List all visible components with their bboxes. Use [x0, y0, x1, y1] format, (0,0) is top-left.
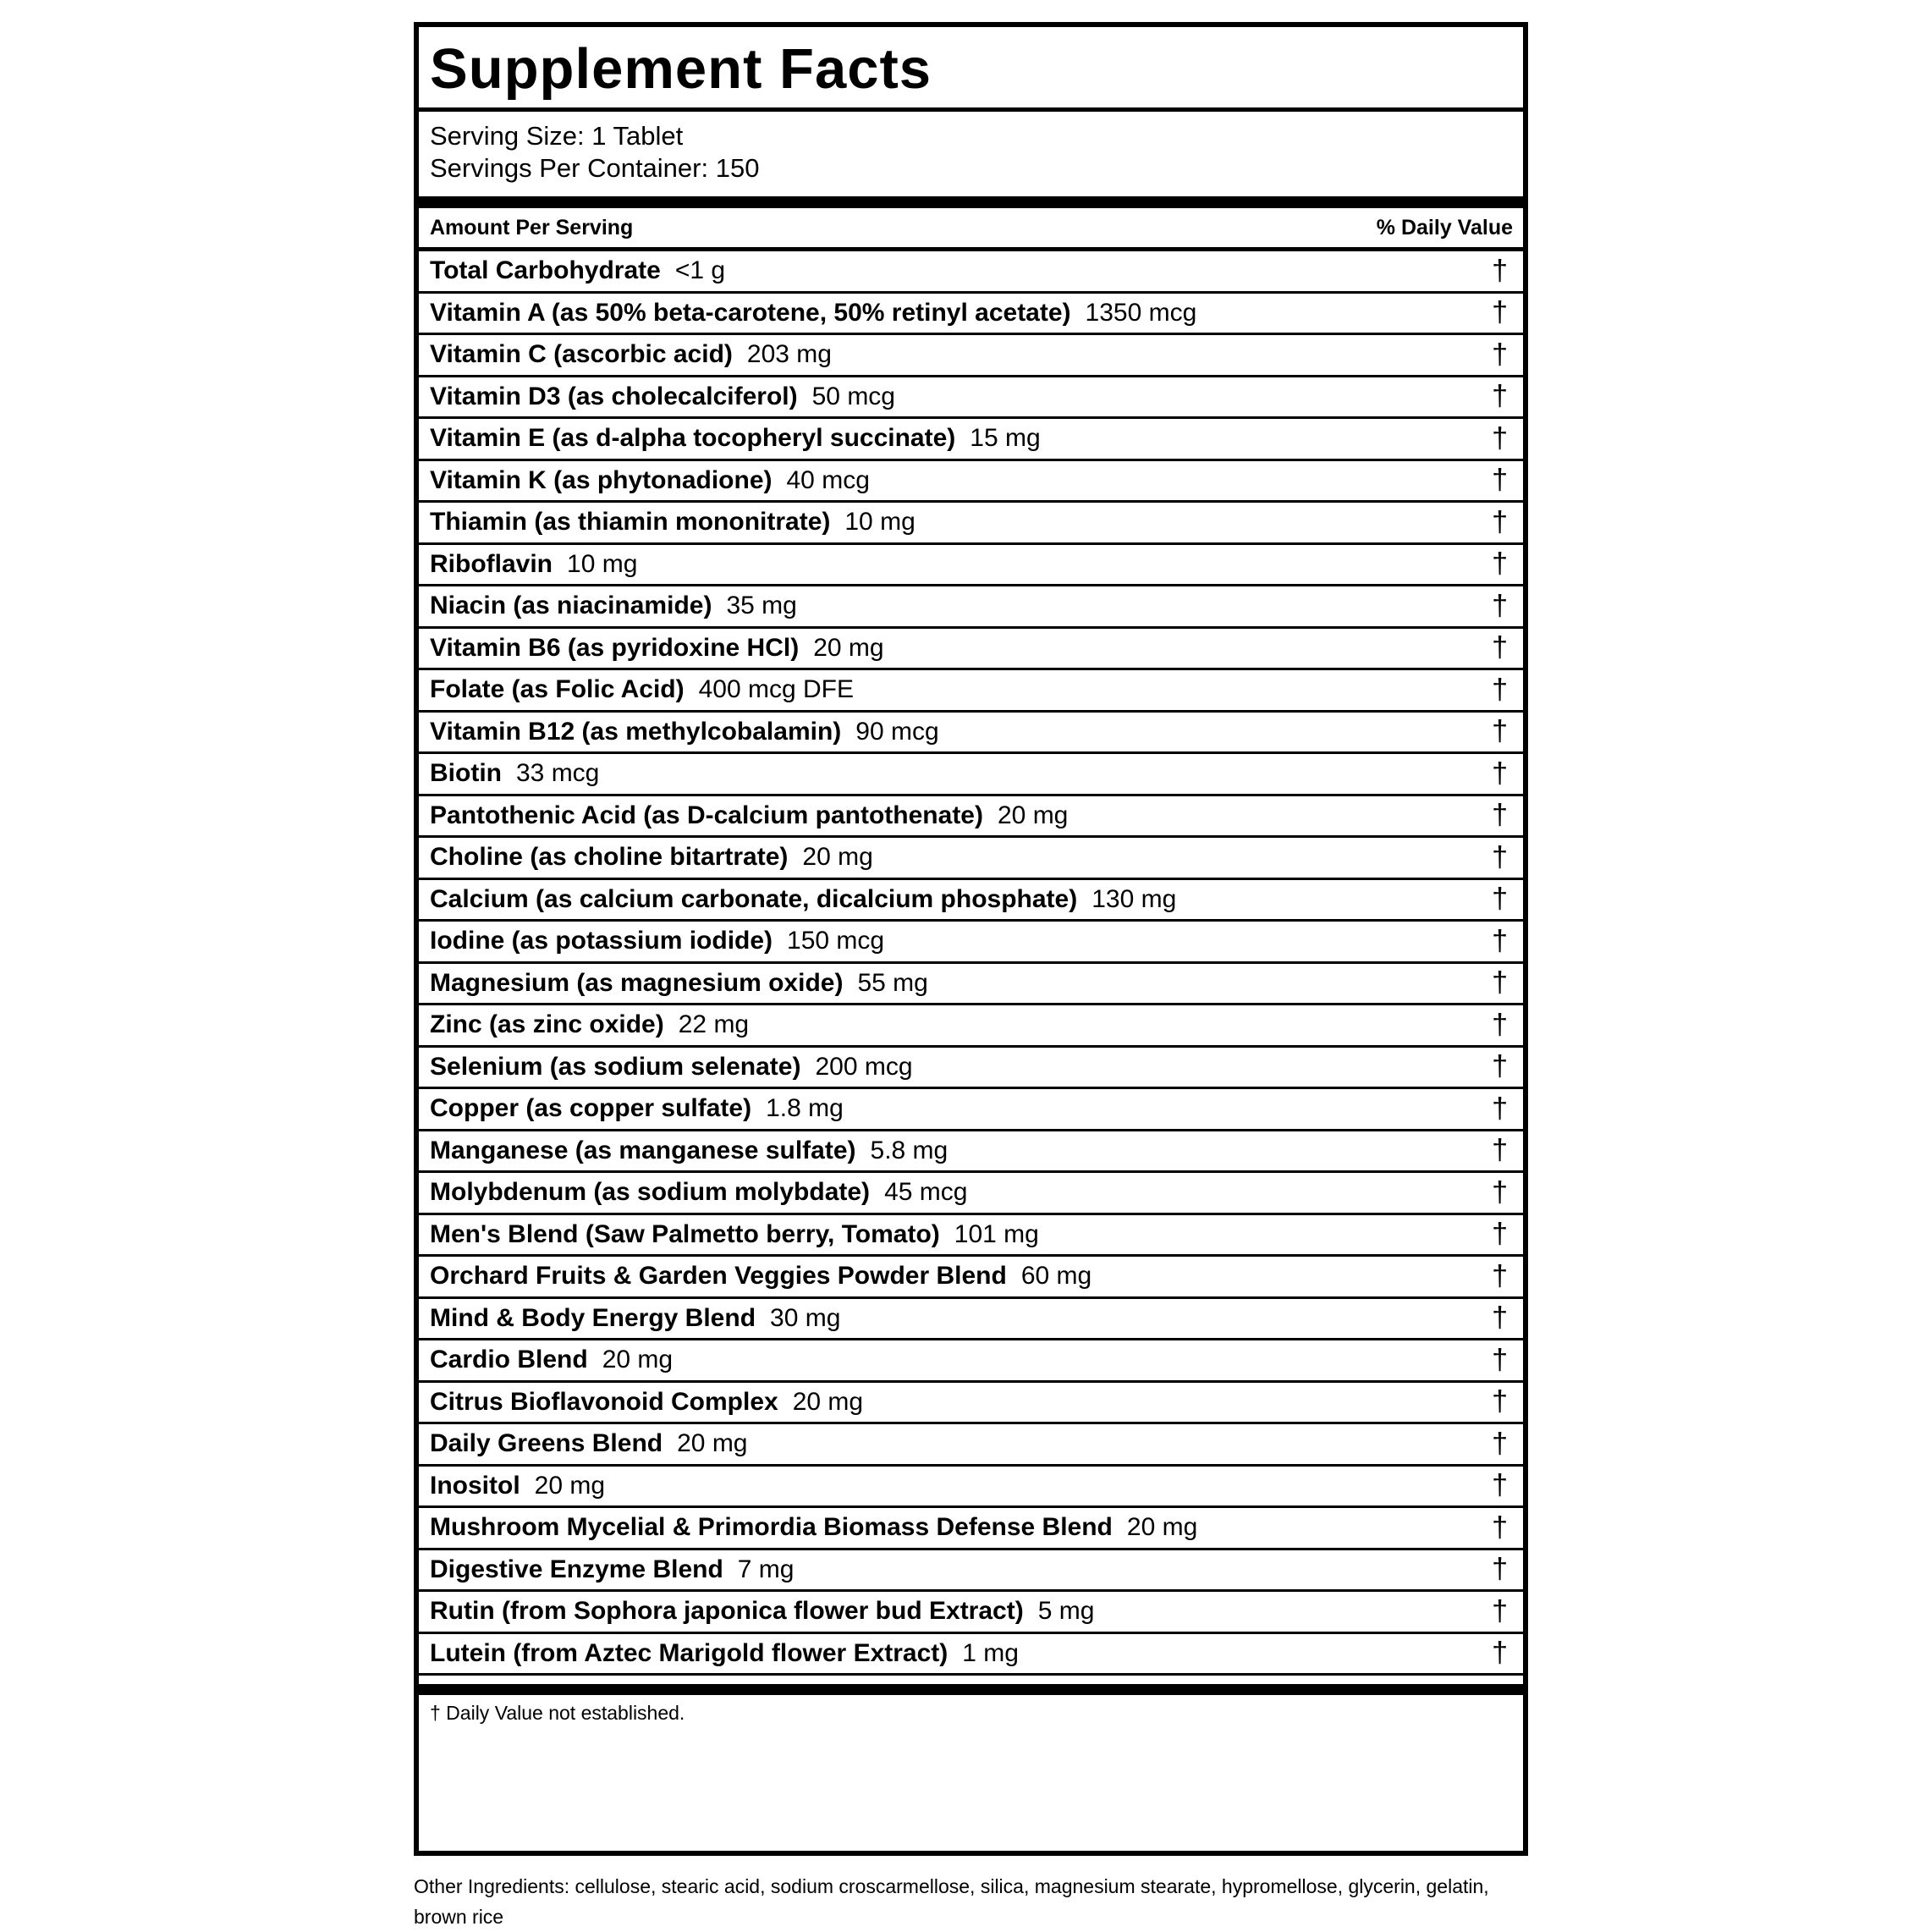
daily-value-dagger: † — [1492, 589, 1508, 622]
nutrient-name: Daily Greens Blend — [430, 1429, 663, 1458]
nutrient-amount: 20 mg — [997, 801, 1069, 829]
nutrient-row — [419, 1131, 1523, 1174]
daily-value-dagger: † — [1492, 1259, 1508, 1292]
nutrient-row — [419, 922, 1523, 964]
nutrient-rows — [419, 251, 1523, 1676]
nutrient-amount: 200 mcg — [815, 1052, 913, 1081]
nutrient-name: Riboflavin — [430, 549, 553, 578]
nutrient-row — [419, 964, 1523, 1006]
daily-value-dagger: † — [1492, 1218, 1508, 1251]
footer-divider — [419, 1684, 1523, 1695]
amount-per-serving-header: Amount Per Serving — [430, 215, 634, 239]
nutrient-amount: 20 mg — [677, 1429, 748, 1458]
nutrient-name: Mushroom Mycelial & Primordia Biomass Defense Blend — [430, 1513, 1113, 1542]
nutrient-row — [419, 545, 1523, 587]
nutrient-name: Vitamin C (ascorbic acid) — [430, 340, 733, 369]
daily-value-dagger: † — [1492, 799, 1508, 832]
nutrient-amount: 1350 mcg — [1085, 298, 1197, 327]
serving-size: Serving Size: 1 Tablet — [430, 121, 684, 151]
nutrient-amount: 10 mg — [567, 549, 638, 578]
daily-value-dagger: † — [1492, 1134, 1508, 1167]
daily-value-dagger: † — [1492, 1553, 1508, 1586]
daily-value-dagger: † — [1492, 840, 1508, 873]
nutrient-name: Vitamin B12 (as methylcobalamin) — [430, 717, 842, 746]
nutrient-amount: 30 mg — [770, 1303, 841, 1332]
spacer — [419, 1676, 1523, 1684]
other-ingredients: Other Ingredients: cellulose, stearic acid, sodium croscarmellose, silica, magnesium stearate, hypromellose, glycerin, gelatin, brown rice — [414, 1875, 1489, 1928]
nutrient-name: Folate (as Folic Acid) — [430, 675, 685, 704]
nutrient-amount: 10 mg — [844, 508, 916, 537]
daily-value-dagger: † — [1492, 1302, 1508, 1335]
nutrient-amount: 20 mg — [792, 1387, 864, 1416]
nutrient-name: Zinc (as zinc oxide) — [430, 1010, 664, 1039]
nutrient-name: Lutein (from Aztec Marigold flower Extract) — [430, 1638, 949, 1667]
daily-value-header: % Daily Value — [1376, 215, 1513, 239]
nutrient-row — [419, 461, 1523, 504]
nutrient-row — [419, 1383, 1523, 1425]
thick-divider — [419, 196, 1523, 208]
footnote: † Daily Value not established. — [430, 1702, 685, 1724]
daily-value-dagger: † — [1492, 1008, 1508, 1041]
servings-per-container: Servings Per Container: 150 — [430, 153, 760, 183]
daily-value-dagger: † — [1492, 631, 1508, 664]
daily-value-dagger: † — [1492, 1385, 1508, 1418]
nutrient-name: Total Carbohydrate — [430, 256, 661, 285]
title-box — [419, 27, 1523, 112]
panel-title: Supplement Facts — [430, 37, 932, 101]
nutrient-row — [419, 1508, 1523, 1550]
nutrient-amount: 1 mg — [962, 1638, 1019, 1667]
nutrient-name: Rutin (from Sophora japonica flower bud Extract) — [430, 1597, 1024, 1626]
daily-value-dagger: † — [1492, 1594, 1508, 1627]
daily-value-dagger: † — [1492, 883, 1508, 916]
column-header-row — [419, 208, 1523, 251]
nutrient-row — [419, 670, 1523, 713]
nutrient-name: Men's Blend (Saw Palmetto berry, Tomato) — [430, 1219, 940, 1248]
nutrient-name: Copper (as copper sulfate) — [430, 1094, 752, 1123]
nutrient-amount: 7 mg — [737, 1555, 795, 1583]
daily-value-dagger: † — [1492, 464, 1508, 497]
nutrient-amount: 20 mg — [802, 843, 873, 872]
nutrient-name: Vitamin B6 (as pyridoxine HCl) — [430, 633, 800, 662]
nutrient-row — [419, 1299, 1523, 1341]
daily-value-dagger: † — [1492, 548, 1508, 581]
serving-info — [419, 112, 1523, 196]
nutrient-row — [419, 838, 1523, 880]
nutrient-name: Magnesium (as magnesium oxide) — [430, 968, 844, 997]
nutrient-row — [419, 796, 1523, 839]
daily-value-dagger: † — [1492, 715, 1508, 748]
nutrient-name: Calcium (as calcium carbonate, dicalcium phosphate) — [430, 884, 1078, 913]
nutrient-name: Digestive Enzyme Blend — [430, 1555, 723, 1583]
nutrient-name: Molybdenum (as sodium molybdate) — [430, 1178, 871, 1207]
nutrient-amount: 400 mcg DFE — [698, 675, 855, 704]
daily-value-dagger: † — [1492, 1175, 1508, 1208]
nutrient-name: Niacin (as niacinamide) — [430, 592, 712, 620]
supplement-facts-panel — [414, 22, 1528, 1856]
nutrient-row — [419, 1257, 1523, 1299]
nutrient-name: Mind & Body Energy Blend — [430, 1303, 756, 1332]
nutrient-name: Iodine (as potassium iodide) — [430, 927, 773, 955]
daily-value-dagger: † — [1492, 924, 1508, 957]
nutrient-name: Vitamin A (as 50% beta-carotene, 50% retinyl acetate) — [430, 298, 1071, 327]
nutrient-amount: 5.8 mg — [870, 1136, 949, 1164]
nutrient-row — [419, 1005, 1523, 1048]
nutrient-row — [419, 880, 1523, 922]
nutrient-amount: 101 mg — [954, 1219, 1039, 1248]
daily-value-dagger: † — [1492, 505, 1508, 538]
daily-value-dagger: † — [1492, 1637, 1508, 1670]
daily-value-dagger: † — [1492, 338, 1508, 371]
daily-value-dagger: † — [1492, 254, 1508, 287]
nutrient-row — [419, 1592, 1523, 1634]
nutrient-row — [419, 1215, 1523, 1258]
nutrient-name: Orchard Fruits & Garden Veggies Powder Blend — [430, 1262, 1007, 1291]
nutrient-amount: 5 mg — [1037, 1597, 1095, 1626]
nutrient-row — [419, 251, 1523, 294]
nutrient-row — [419, 377, 1523, 420]
nutrient-row — [419, 1340, 1523, 1383]
nutrient-row — [419, 335, 1523, 377]
nutrient-row — [419, 1089, 1523, 1131]
nutrient-row — [419, 294, 1523, 336]
nutrient-amount: 150 mcg — [787, 927, 885, 955]
nutrient-amount: 1.8 mg — [766, 1094, 844, 1123]
nutrient-name: Inositol — [430, 1471, 520, 1500]
nutrient-row — [419, 1550, 1523, 1593]
nutrient-amount: 20 mg — [813, 633, 884, 662]
daily-value-dagger: † — [1492, 1092, 1508, 1125]
nutrient-row — [419, 629, 1523, 671]
daily-value-dagger: † — [1492, 421, 1508, 454]
nutrient-name: Thiamin (as thiamin mononitrate) — [430, 508, 831, 537]
nutrient-row — [419, 1424, 1523, 1467]
daily-value-dagger: † — [1492, 1343, 1508, 1376]
daily-value-dagger: † — [1492, 1427, 1508, 1460]
daily-value-dagger: † — [1492, 757, 1508, 790]
nutrient-amount: 50 mcg — [811, 382, 895, 410]
nutrient-amount: 33 mcg — [515, 759, 600, 788]
nutrient-amount: 55 mg — [857, 968, 928, 997]
nutrient-name: Vitamin K (as phytonadione) — [430, 465, 773, 494]
nutrient-amount: 20 mg — [534, 1471, 606, 1500]
nutrient-name: Choline (as choline bitartrate) — [430, 843, 789, 872]
nutrient-amount: 40 mcg — [786, 465, 870, 494]
nutrient-amount: 203 mg — [746, 340, 832, 369]
nutrient-row — [419, 1048, 1523, 1090]
nutrient-name: Manganese (as manganese sulfate) — [430, 1136, 856, 1164]
nutrient-name: Citrus Bioflavonoid Complex — [430, 1387, 778, 1416]
nutrient-row — [419, 586, 1523, 629]
nutrient-name: Pantothenic Acid (as D-calcium pantothenate) — [430, 801, 983, 829]
daily-value-dagger: † — [1492, 296, 1508, 329]
nutrient-amount: 35 mg — [726, 592, 797, 620]
daily-value-dagger: † — [1492, 1469, 1508, 1502]
nutrient-amount: 90 mcg — [855, 717, 939, 746]
nutrient-name: Selenium (as sodium selenate) — [430, 1052, 801, 1081]
nutrient-row — [419, 503, 1523, 545]
nutrient-row — [419, 1467, 1523, 1509]
nutrient-row — [419, 419, 1523, 461]
nutrient-row — [419, 1173, 1523, 1215]
nutrient-amount: 60 mg — [1020, 1262, 1092, 1291]
nutrient-row — [419, 1634, 1523, 1676]
nutrient-amount: <1 g — [674, 256, 726, 285]
nutrient-name: Cardio Blend — [430, 1346, 588, 1374]
nutrient-name: Vitamin E (as d-alpha tocopheryl succinate) — [430, 424, 956, 453]
daily-value-dagger: † — [1492, 966, 1508, 999]
nutrient-row — [419, 713, 1523, 755]
nutrient-amount: 15 mg — [970, 424, 1041, 453]
nutrient-amount: 20 mg — [1126, 1513, 1198, 1542]
nutrient-name: Vitamin D3 (as cholecalciferol) — [430, 382, 798, 410]
nutrient-amount: 22 mg — [678, 1010, 750, 1039]
nutrient-amount: 20 mg — [602, 1346, 674, 1374]
daily-value-dagger: † — [1492, 673, 1508, 706]
nutrient-amount: 130 mg — [1091, 884, 1177, 913]
nutrient-name: Biotin — [430, 759, 502, 788]
daily-value-dagger: † — [1492, 380, 1508, 413]
nutrient-row — [419, 754, 1523, 796]
nutrient-amount: 45 mcg — [884, 1178, 968, 1207]
daily-value-dagger: † — [1492, 1511, 1508, 1544]
daily-value-dagger: † — [1492, 1050, 1508, 1083]
